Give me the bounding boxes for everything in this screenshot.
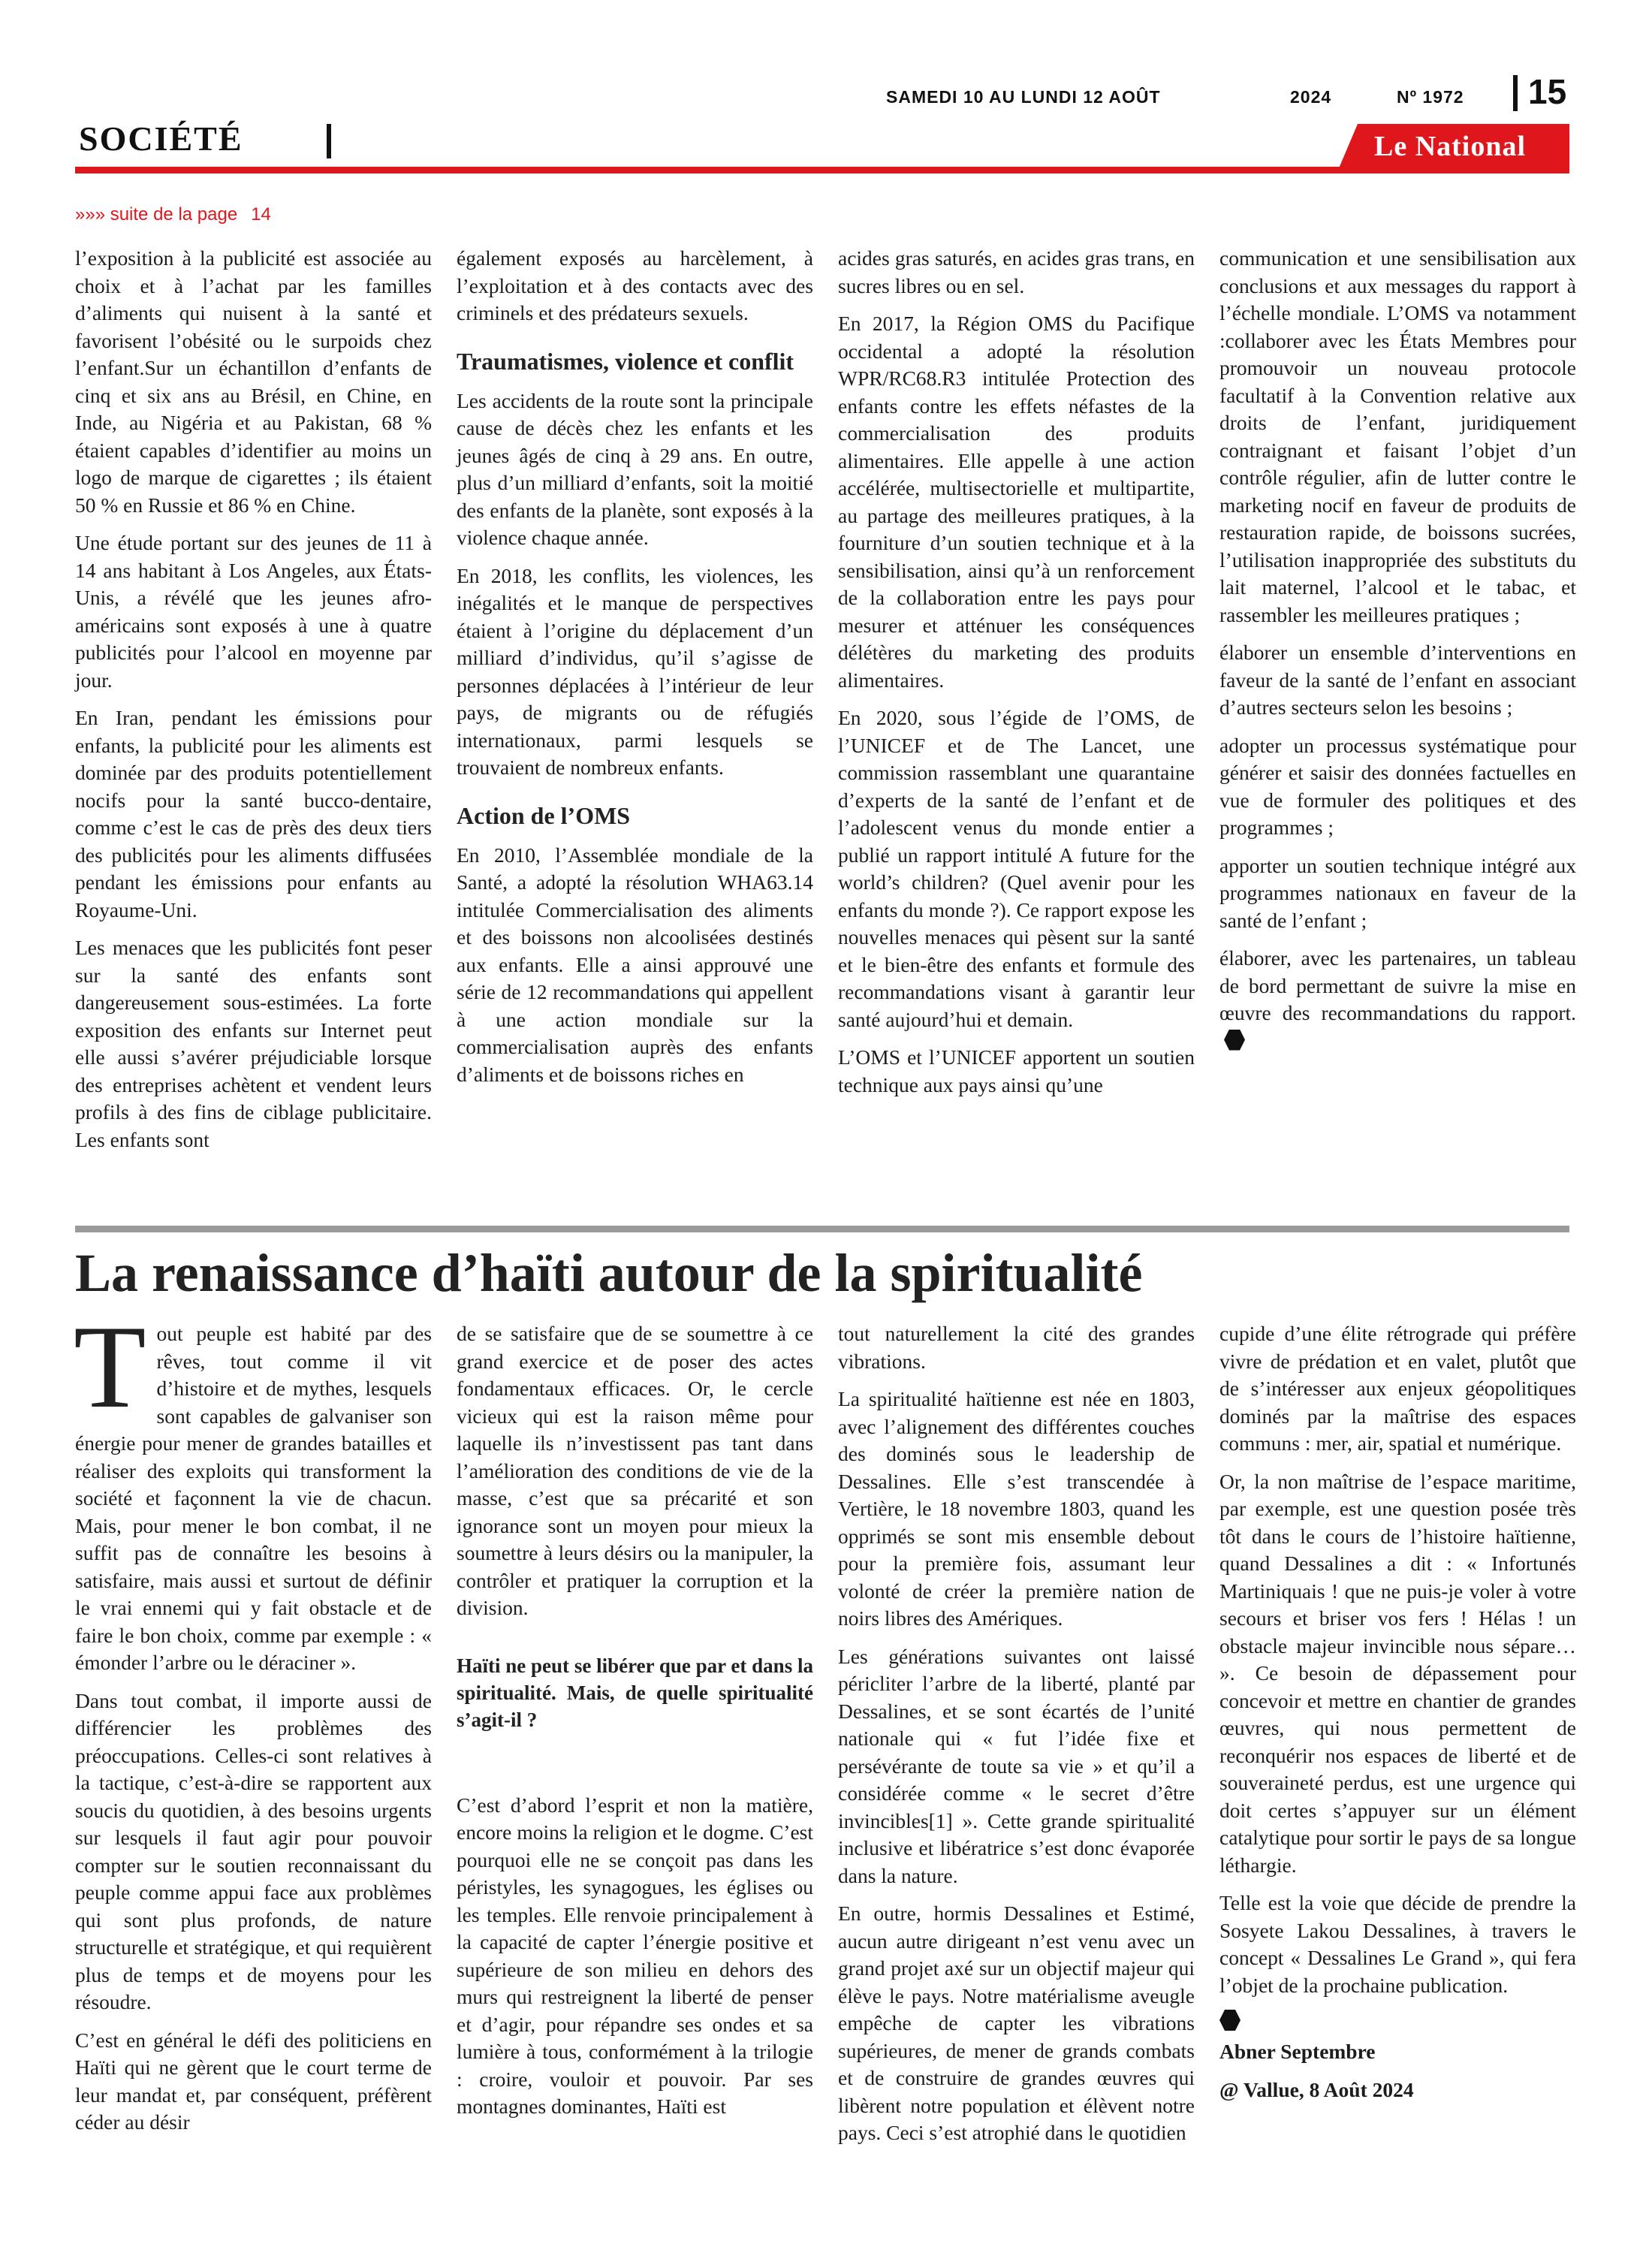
- article-divider: [75, 1226, 1569, 1232]
- subheading-action-oms: Action de l’OMS: [457, 801, 631, 829]
- subheading-spiritualite: Haïti ne peut se libérer que par et dans la spiritualité. Mais, de quelle spiritualité s’agit-il ?: [457, 1654, 813, 1731]
- paragraph: également exposés au harcèlement, à l’exploitation et à des contacts avec des criminels et des prédateurs sexuels.: [457, 246, 813, 324]
- article2-headline: La renaissance d’haïti autour de la spiritualité: [75, 1243, 1143, 1303]
- paragraph: En Iran, pendant les émissions pour enfants, la publicité pour les aliments est dominée par des produits potentiellement nocifs pour la santé bucco-dentaire, comme c’est le cas de près des deux tiers des publicités pour les aliments diffusées pendant les émissions pour enfants au Royaume-Uni.: [75, 706, 432, 921]
- article2-column-3: [838, 1320, 1195, 2158]
- paragraph: Les générations suivantes ont laissé péricliter l’arbre de la liberté, planté par Dessalines, et se sont écartés de l’unité nationale qui « fut l’idée fixe et persévérante de toute sa vie » et qu’il a considérée comme « le secret d’être invincibles[1] ». Cette grande spiritualité inclusive et libératrice s’est donc évaporée dans la nature.: [838, 1644, 1195, 1887]
- author-name: Abner Septembre: [1219, 2040, 1376, 2063]
- paragraph: Dans tout combat, il importe aussi de différencier les problèmes des préoccupations. Celles-ci sont relatives à la tactique, c’est-à-dire se rapportent aux soucis du quotidien, à des besoins urgents sur lesquels il faut agir pour pouvoir compter sur le soutien reconnaissant du peuple comme appui face aux problèmes qui sont plus profonds, de nature structurelle et stratégique, et qui requièrent plus de temps et de moyens pour les résoudre.: [75, 1688, 432, 2013]
- paragraph: Les menaces que les publicités font peser sur la santé des enfants sont dangereusement sous-estimées. La forte exposition des enfants sur Internet peut elle aussi s’avérer préjudiciable lorsque des entreprises achètent et vendent leurs profils à des fins de ciblage publicitaire. Les enfants sont: [75, 936, 432, 1151]
- article1-column-1: [75, 245, 432, 1164]
- paragraph: C’est d’abord l’esprit et non la matière, encore moins la religion et le dogme. C’est pourquoi elle ne se conçoit pas dans les péristyles, les synagogues, les églises ou les temples. Elle renvoie principalement à la capacité de capter l’énergie positive et supérieure de son milieu en dehors des murs qui restreignent la liberté de penser et d’agir, pour répandre ses ondes et sa lumière à tous, conformément à la trilogie : croire, vouloir et pouvoir. Par ses montagnes dominantes, Haïti est: [457, 1793, 813, 2118]
- subheading-traumatismes: Traumatismes, violence et conflit: [457, 347, 794, 375]
- paragraph: L’OMS et l’UNICEF apportent un soutien technique aux pays ainsi qu’une: [838, 1045, 1195, 1096]
- continued-label: »»» suite de la page: [75, 204, 238, 225]
- paragraph: l’exposition à la publicité est associée au choix et à l’achat par les familles d’aliments qui nuisent à la santé et favorisent l’obésité ou le surpoids chez l’enfant.Sur un échantillon d’enfants de cinq et six ans au Brésil, en Chine, en Inde, au Nigéria et au Pakistan, 68 % étaient capables d’identifier au moins un logo de marque de cigarettes ; ils étaient 50 % en Russie et 86 % en Chine.: [75, 246, 432, 517]
- article2-column-1: [74, 1301, 432, 2147]
- paragraph: cupide d’une élite rétrograde qui préfère vivre de prédation et en valet, plutôt que de s’intéresser aux enjeux géopolitiques dominés par la maîtrise des espaces communs : mer, air, spatial et numérique.: [1219, 1322, 1576, 1455]
- paragraph: Or, la non maîtrise de l’espace maritime, par exemple, est une question posée très tôt dans le cours de l’histoire haïtienne, quand Dessalines a dit : « Infortunés Martiniquais ! que ne puis-je voler à votre secours et briser vos fers ! Hélas ! un obstacle majeur invincible nous sépare… ». Ce besoin de dépassement pour concevoir et mettre en chantier de grandes œuvres, qui nous permettent de reconquérir nos espaces de liberté et de souveraineté perdus, est une urgence qui doit certes s’appuyer sur un élément catalytique pour sortir le pays de sa longue léthargie.: [1219, 1469, 1576, 1877]
- paragraph: tout naturellement la cité des grandes vibrations.: [838, 1322, 1195, 1373]
- brand-name: Le National: [1374, 131, 1527, 162]
- paragraph: élaborer un ensemble d’interventions en faveur de la santé de l’enfant en associant d’autres secteurs selon les besoins ;: [1219, 641, 1576, 719]
- article2-column-2: [457, 1320, 813, 2131]
- header-rule: [75, 167, 1569, 173]
- paragraph-text: out peuple est habité par des rêves, tout comme il vit d’histoire et de mythes, lesquels sont capables de galvaniser son énergie pour mener de grandes batailles et réaliser des exploits qui transforment la société et façonnent la vie de chacun. Mais, pour mener le bon combat, il ne suffit pas de connaître les besoins à satisfaire, mais aussi et surtout de définir le vrai ennemi qui y fait obstacle et de faire le bon choix, comme par exemple : « émonder l’arbre ou le déraciner ».: [75, 1322, 432, 1674]
- issue-info: [886, 81, 1539, 111]
- paragraph-first: [74, 1301, 432, 1677]
- article1-column-2: [457, 245, 813, 1099]
- article2-column-4: [1219, 1320, 1576, 2114]
- paragraph: apporter un soutien technique intégré aux programmes nationaux en faveur de la santé de l’enfant ;: [1219, 853, 1576, 932]
- issue-date: SAMEDI 10 AU LUNDI 12 AOÛT: [886, 87, 1161, 107]
- section-title: SOCIÉTÉ: [79, 119, 243, 158]
- paragraph: C’est en général le défi des politiciens en Haïti qui ne gèrent que le court terme de leur mandat et, par conséquent, préfèrent céder au désir: [75, 2028, 432, 2134]
- paragraph: En 2018, les conflits, les violences, les inégalités et le manque de perspectives étaient à l’origine du déplacement d’un milliard d’individus, qu’il s’agisse de personnes déplacées à l’intérieur de leur pays, de migrants ou de réfugiés internationaux, parmi lesquels se trouvaient de nombreux enfants.: [457, 563, 813, 779]
- paragraph: adopter un processus systématique pour générer et saisir des données factuelles en vue de formuler des politiques et des programmes ;: [1219, 733, 1576, 839]
- paragraph: Telle est la voie que décide de prendre la Sosyete Lakou Dessalines, à travers le concept « Dessalines Le Grand », qui fera l’objet de la prochaine publication.: [1219, 1891, 1576, 1997]
- paragraph-last: [1219, 945, 1576, 1054]
- paragraph: En outre, hormis Dessalines et Estimé, aucun autre dirigeant n’est venu avec un grand projet axé sur un objectif majeur qui élève le pays. Notre matérialisme aveugle empêche de capter les vibrations supérieures, de mener de grands combats et de construire de grandes œuvres qui libèrent notre population et élèvent notre pays. Ceci s’est atrophié dans le quotidien: [838, 1902, 1195, 2144]
- paragraph: En 2020, sous l’égide de l’OMS, de l’UNICEF et de The Lancet, une commission rassemblant une quarantaine d’experts de la santé de l’enfant et de l’adolescent venus du monde entier a publié un rapport intitulé A future for the world’s children? (Quel avenir pour les enfants du monde ?). Ce rapport expose les nouvelles menaces qui pèsent sur la santé et le bien-être des enfants et formule des recommandations visant à garantir leur santé aujourd’hui et demain.: [838, 706, 1195, 1031]
- continued-page: 14: [251, 204, 271, 225]
- end-of-article-icon: [1219, 2010, 1241, 2031]
- issue-number: Nº 1972: [1397, 87, 1464, 107]
- article1-column-4: [1219, 245, 1576, 1065]
- section-divider: [327, 124, 331, 158]
- page-number: 15: [1528, 72, 1567, 111]
- paragraph: communication et une sensibilisation aux conclusions et aux messages du rapport à l’échelle mondiale. L’OMS va notamment :collaborer avec les États Membres pour promouvoir un nouveau protocole facultatif à la Convention relative aux droits de l’enfant, juridiquement contraignant et faisant l’objet d’un contrôle régulier, afin de lutter contre le marketing nocif en faveur de produits de restauration rapide, de boissons sucrées, l’utilisation inappropriée des substituts du lait maternel, l’alcool et le tabac, et rassembler les meilleures pratiques ;: [1219, 246, 1576, 626]
- author-signoff: @ Vallue, 8 Août 2024: [1219, 2077, 1414, 2101]
- paragraph: En 2010, l’Assemblée mondiale de la Santé, a adopté la résolution WHA63.14 intitulée Commercialisation des aliments et des boissons non alcoolisées destinés aux enfants. Elle a ainsi approuvé une série de 12 recommandations qui appellent à une action mondiale sur la commercialisation auprès des enfants d’aliments et de boissons riches en: [457, 843, 813, 1086]
- continued-from[interactable]: [75, 204, 271, 225]
- article1-column-3: [838, 245, 1195, 1109]
- page-divider: [1513, 75, 1518, 111]
- end-of-article-icon: [1224, 1030, 1245, 1051]
- paragraph-text: élaborer, avec les partenaires, un tableau de bord permettant de suivre la mise en œuvre des recommandations du rapport.: [1219, 946, 1576, 1024]
- issue-year: 2024: [1290, 87, 1332, 107]
- paragraph: de se satisfaire que de se soumettre à ce grand exercice et de poser des actes fondamentaux efficaces. Or, le cercle vicieux qui est la raison même pour laquelle ils n’investissent pas tant dans l’amélioration des conditions de vie de la masse, c’est que sa précarité et son ignorance sont un moyen pour mieux la soumettre à leurs désirs ou la manipuler, la contrôler et pratiquer la corruption et la division.: [457, 1322, 813, 1619]
- paragraph: acides gras saturés, en acides gras trans, en sucres libres ou en sel.: [838, 246, 1195, 297]
- paragraph: En 2017, la Région OMS du Pacifique occidental a adopté la résolution WPR/RC68.R3 intitulée Protection des enfants contre les effets néfastes de la commercialisation des produits alimentaires. Elle appelle à une action accélérée, multisectorielle et multipartite, au partage des meilleures pratiques, à la fourniture d’un soutien technique et à la sensibilisation, ainsi qu’à un renforcement de la collaboration entre les pays pour mesurer et atténuer les conséquences délétères du marketing des produits alimentaires.: [838, 312, 1195, 692]
- drop-cap: T: [74, 1301, 146, 1433]
- paragraph: Les accidents de la route sont la principale cause de décès chez les enfants et les jeunes âgés de cinq à 29 ans. En outre, plus d’un milliard d’enfants, soit la moitié des enfants de la planète, sont exposés à la violence chaque année.: [457, 388, 813, 549]
- paragraph: La spiritualité haïtienne est née en 1803, avec l’alignement des différentes couches des dominés sous le leadership de Dessalines. Elle s’est transcendée à Vertière, le 18 novembre 1803, quand les opprimés se sont mis ensemble debout pour la première fois, assumant leur volonté de créer la première nation de noirs libres des Amériques.: [838, 1387, 1195, 1630]
- paragraph: Une étude portant sur des jeunes de 11 à 14 ans habitant à Los Angeles, aux États-Unis, a révélé que les jeunes afro-américains sont exposés à une à quatre publicités pour l’alcool en moyenne par jour.: [75, 531, 432, 692]
